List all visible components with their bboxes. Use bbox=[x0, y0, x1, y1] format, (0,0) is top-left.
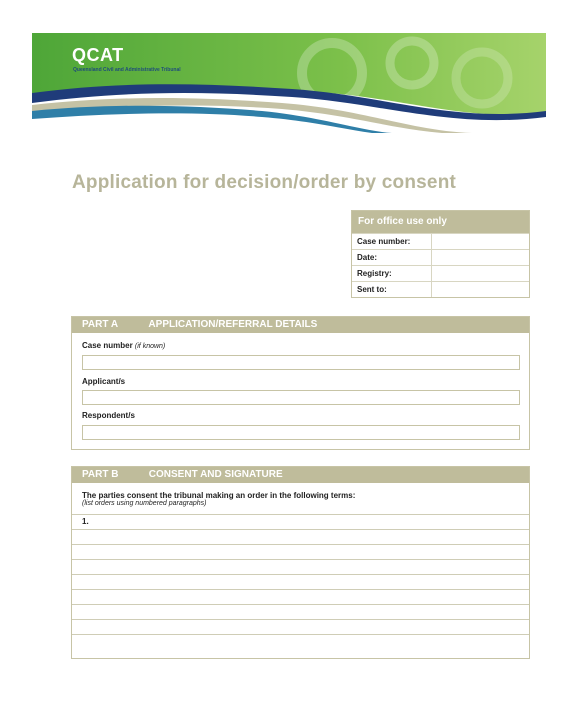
part-b-title: CONSENT AND SIGNATURE bbox=[148, 469, 283, 480]
case-number-hint: (if known) bbox=[134, 343, 166, 350]
office-row-case-number bbox=[352, 233, 529, 249]
case-number-field[interactable] bbox=[432, 234, 529, 249]
part-a-label: PART A bbox=[82, 319, 119, 330]
sent-to-field[interactable] bbox=[432, 282, 529, 297]
header-banner bbox=[32, 33, 546, 133]
order-line[interactable] bbox=[72, 619, 529, 634]
order-line[interactable] bbox=[72, 544, 529, 559]
respondent-label: Respondent/s bbox=[82, 411, 135, 420]
date-field[interactable] bbox=[432, 250, 529, 265]
order-line[interactable] bbox=[72, 604, 529, 619]
orders-lines[interactable] bbox=[72, 514, 529, 649]
office-row-date bbox=[352, 249, 529, 265]
office-use-heading: For office use only bbox=[352, 211, 529, 233]
registry-field[interactable] bbox=[432, 266, 529, 281]
office-row-label: Sent to: bbox=[352, 282, 432, 297]
part-a-section bbox=[71, 316, 530, 450]
part-b-label: PART B bbox=[82, 469, 119, 480]
respondent-input[interactable] bbox=[82, 425, 520, 440]
qcat-logo: QCAT bbox=[72, 45, 124, 65]
case-number-label bbox=[82, 341, 165, 350]
case-number-label-text: Case number bbox=[82, 341, 133, 350]
part-b-heading bbox=[72, 467, 529, 483]
order-line[interactable] bbox=[72, 559, 529, 574]
part-a-heading bbox=[72, 317, 529, 333]
terms-hint: (list orders using numbered paragraphs) bbox=[82, 500, 207, 507]
office-row-label: Date: bbox=[352, 250, 432, 265]
order-line[interactable]: 1. bbox=[72, 514, 529, 529]
office-row-registry bbox=[352, 265, 529, 281]
applicant-label: Applicant/s bbox=[82, 377, 126, 386]
order-line[interactable] bbox=[72, 574, 529, 589]
part-b-section bbox=[71, 466, 530, 659]
terms-text: The parties consent the tribunal making an order in the following terms: bbox=[82, 491, 356, 500]
office-row-label: Registry: bbox=[352, 266, 432, 281]
form-title: Application for decision/order by consent bbox=[72, 172, 457, 193]
case-number-input[interactable] bbox=[82, 355, 520, 370]
org-name: Queensland Civil and Administrative Tribunal bbox=[73, 67, 181, 73]
office-row-label: Case number: bbox=[352, 234, 432, 249]
order-line[interactable] bbox=[72, 634, 529, 649]
applicant-input[interactable] bbox=[82, 390, 520, 405]
office-row-sent-to bbox=[352, 281, 529, 297]
terms-instructions bbox=[82, 491, 355, 507]
order-line[interactable] bbox=[72, 529, 529, 544]
office-use-box bbox=[351, 210, 530, 298]
order-line[interactable] bbox=[72, 589, 529, 604]
part-a-title: APPLICATION/REFERRAL DETAILS bbox=[148, 319, 318, 330]
